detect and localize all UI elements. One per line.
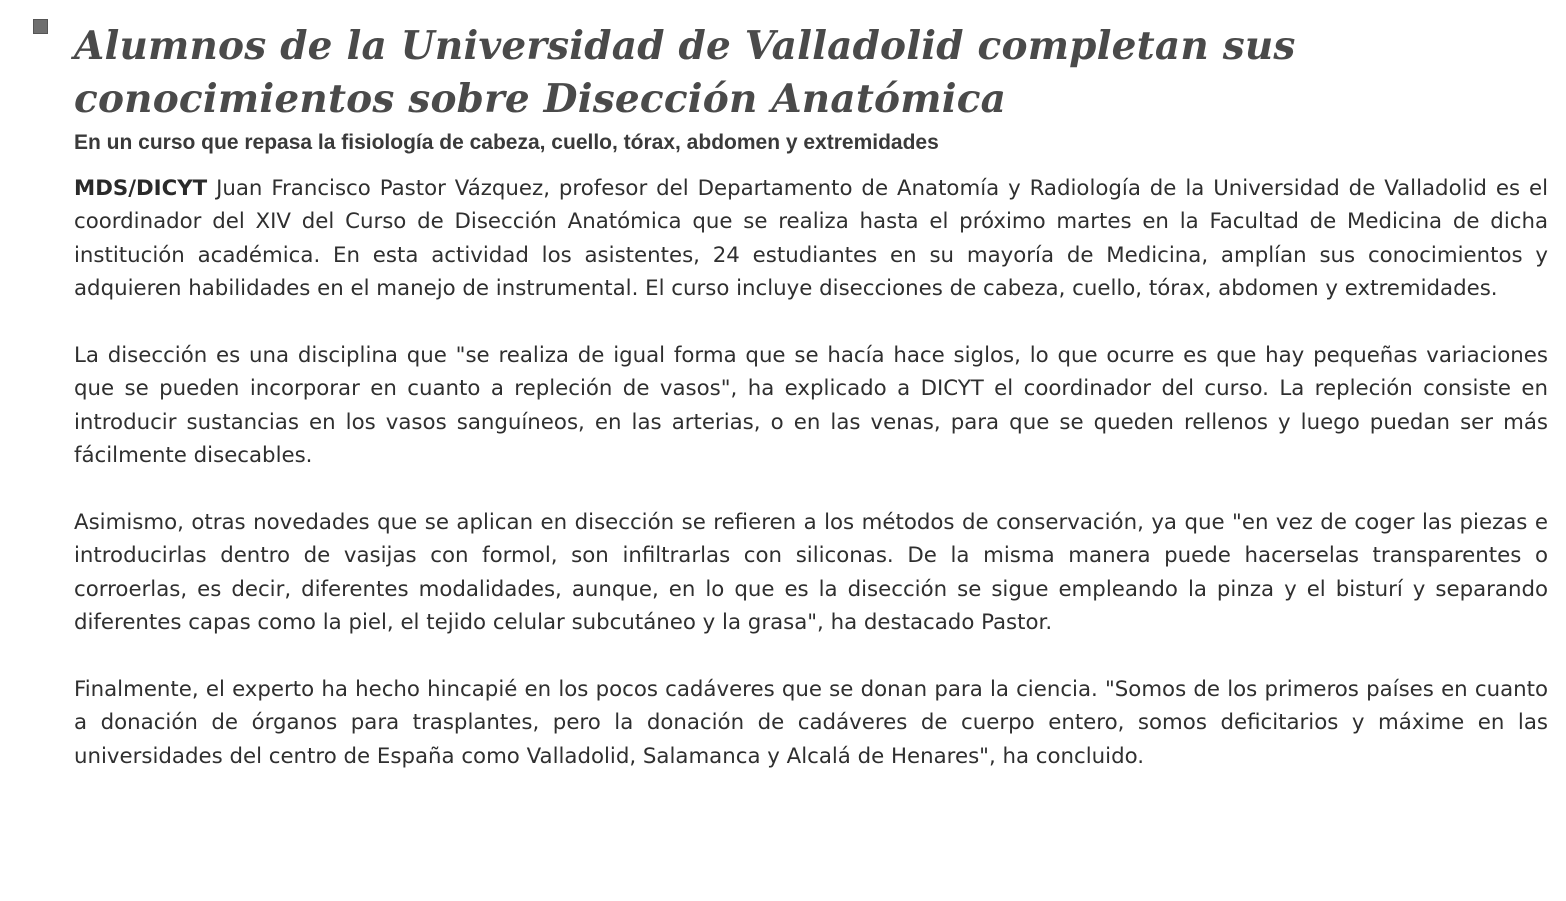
article-body [74, 172, 1548, 807]
article-lead-paragraph [74, 172, 1548, 306]
article-paragraph: La disección es una disciplina que "se realiza de igual forma que se hacía hace siglos, lo que ocurre es que hay pequeñas variaciones que se pueden incorporar en cuanto a repleción de vasos", ha explicado a DICYT el coordinador del curso. La repleción consiste en introducir sustancias en los vasos sanguíneos, en las arterias, o en las venas, para que se queden rellenos y luego puedan ser más fácilmente disecables. [74, 343, 1548, 469]
lead-text: Juan Francisco Pastor Vázquez, profesor del Departamento de Anatomía y Radiología de la Universidad de Valladolid es el coordinador del XIV del Curso de Disección Anatómica que se realiza hasta el próximo martes en la Facultad de Medicina de dicha institución académica. En esta actividad los asistentes, 24 estudiantes en su mayoría de Medicina, amplían sus conocimientos y adquieren habilidades en el manejo de instrumental. El curso incluye disecciones de cabeza, cuello, tórax, abdomen y extremidades. [74, 176, 1548, 302]
article-subtitle: En un curso que repasa la fisiología de cabeza, cuello, tórax, abdomen y extremidades [74, 131, 939, 154]
article-paragraph: Asimismo, otras novedades que se aplican en disección se refieren a los métodos de conservación, ya que "en vez de coger las piezas e introducirlas dentro de vasijas con formol, son infiltrarlas con siliconas. De la misma manera puede hacerselas transparentes o corroerlas, es decir, diferentes modalidades, aunque, en lo que es la disección se sigue empleando la pinza y el bisturí y separando diferentes capas como la piel, el tejido celular subcutáneo y la grasa", ha destacado Pastor. [74, 510, 1548, 636]
headline-bullet-marker [33, 19, 48, 34]
source-tag: MDS/DICYT [74, 176, 208, 201]
article-paragraph: Finalmente, el experto ha hecho hincapié en los pocos cadáveres que se donan para la ciencia. "Somos de los primeros países en cuanto a donación de órganos para trasplantes, pero la donación de cadáveres de cuerpo entero, somos deficitarios y máxime en las universidades del centro de España como Valladolid, Salamanca y Alcalá de Henares", ha concluido. [74, 677, 1548, 769]
article-headline: Alumnos de la Universidad de Valladolid completan sus conocimientos sobre Disección Anatómica [74, 23, 1296, 122]
